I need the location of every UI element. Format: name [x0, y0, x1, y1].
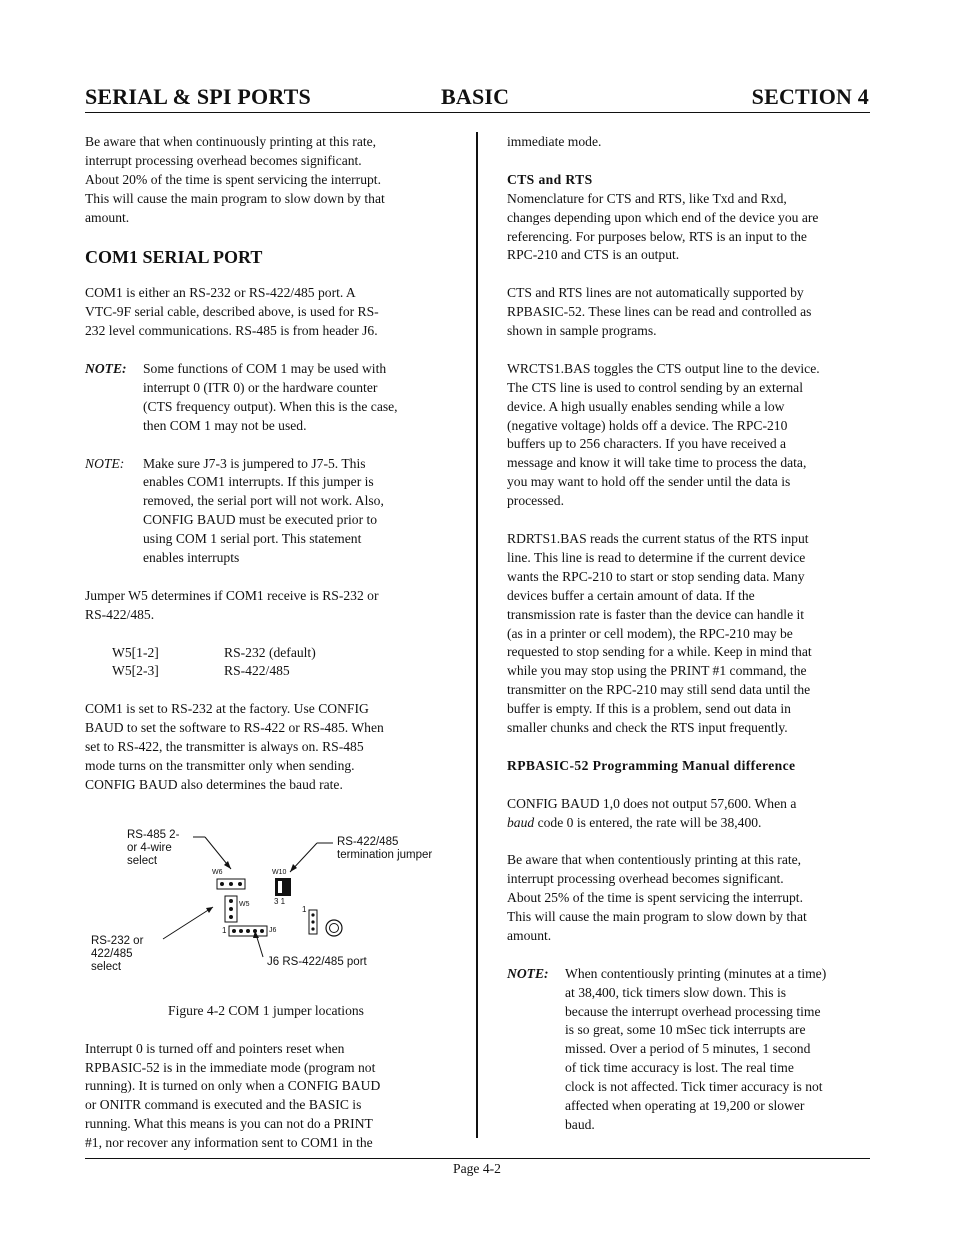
- cts-rts-heading: CTS and RTS: [507, 171, 593, 187]
- pin: [311, 913, 314, 916]
- text-line: referencing. For purposes below, RTS is an input to the: [507, 228, 807, 244]
- pin: [239, 929, 243, 933]
- text-line: CONFIG BAUD must be executed prior to: [143, 512, 378, 528]
- text-line: baud.: [565, 1117, 595, 1132]
- manual-difference-heading-block: [507, 757, 873, 776]
- pin: [229, 915, 233, 919]
- text-line: or 4-wire: [127, 841, 172, 854]
- w6-tag: W6: [212, 868, 223, 876]
- pin: [311, 927, 314, 930]
- text-line: RDRTS1.BAS reads the current status of the RTS input: [507, 530, 809, 546]
- text-line: COM1 is either an RS-232 or RS-422/485 port. A: [85, 285, 356, 301]
- pin: [246, 929, 250, 933]
- table-row: [112, 644, 316, 663]
- cts-rts-section: [507, 171, 873, 266]
- leader-line: [163, 907, 213, 939]
- text-line: at 38,400, tick timers slow down. This is: [565, 984, 787, 1000]
- text-line: Make sure J7-3 is jumpered to J7-5. This: [143, 455, 366, 471]
- text-line: termination jumper: [337, 848, 433, 861]
- cts-support-paragraph: [507, 284, 873, 341]
- pin: [278, 881, 282, 893]
- text-line: transmitter on the RPC-210 may still send data until the: [507, 682, 811, 698]
- text-line: Some functions of COM 1 may be used with: [143, 361, 387, 377]
- text-line: shown in sample programs.: [507, 323, 657, 339]
- text-line: changes depending upon which end of the device you are: [507, 209, 819, 225]
- config-baud-paragraph: [507, 795, 873, 833]
- intro-paragraph: [85, 133, 447, 228]
- text-line: device. A high usually enables sending while a low: [507, 398, 785, 414]
- text-line: CONFIG BAUD also determines the baud rate.: [85, 776, 343, 792]
- text-line: amount.: [85, 209, 130, 225]
- text-line: This will cause the main program to slow down by that: [507, 909, 807, 925]
- text-line: WRCTS1.BAS toggles the CTS output line to the device.: [507, 360, 820, 376]
- text-line: Nomenclature for CTS and RTS, like Txd and Rxd,: [507, 190, 787, 206]
- text-line: (as in a printer or cell modem), the RPC-210 may be: [507, 625, 793, 641]
- text-line: COM1 is set to RS-232 at the factory. Use CONFIG: [85, 701, 369, 717]
- text-line: processed.: [507, 493, 564, 509]
- note-body: [143, 360, 447, 436]
- note-j7-jumper: [85, 455, 447, 568]
- w5-tag: W5: [239, 900, 250, 908]
- note-label: NOTE:: [85, 455, 125, 471]
- left-column: [85, 133, 447, 1172]
- text-line: interrupt processing overhead becomes significant.: [85, 152, 362, 168]
- text-line: amount.: [507, 927, 552, 943]
- pin: [220, 882, 224, 886]
- text-line: Jumper W5 determines if COM1 receive is RS-232 or: [85, 587, 379, 603]
- note-body: [565, 965, 873, 1135]
- text-line: RS-232 or: [91, 934, 144, 947]
- w10-tag: W10: [272, 868, 287, 876]
- text-line: Be aware that when contentiously printing at this rate,: [507, 852, 802, 868]
- page-number: Page 4-2: [453, 1161, 501, 1176]
- note-label: NOTE:: [507, 965, 549, 981]
- text-line: mode turns on the transmitter only when sending.: [85, 758, 355, 773]
- jumper-location-figure: [85, 825, 447, 1000]
- rs232-select-label: [91, 935, 143, 974]
- com1-heading: COM1 SERIAL PORT: [85, 247, 263, 268]
- text-line: enables interrupts: [143, 550, 240, 566]
- jumper-position: W5[1-2]: [112, 644, 159, 660]
- text-line: using COM 1 serial port. This statement: [143, 531, 362, 547]
- text-line: devices buffer a certain amount of data. If the: [507, 587, 755, 603]
- pin: [229, 899, 233, 903]
- manual-difference-heading: RPBASIC-52 Programming Manual difference: [507, 757, 796, 773]
- text-line: then COM 1 may not be used.: [143, 417, 307, 433]
- j6-tag: J6: [269, 926, 277, 934]
- termination-jumper-label: [337, 836, 432, 862]
- mounting-hole-inner: [330, 923, 339, 932]
- rs485-select-label: [127, 829, 179, 868]
- text-line: interrupt 0 (ITR 0) or the hardware counter: [143, 379, 378, 395]
- continuation-text: [507, 133, 873, 152]
- text-line: immediate mode.: [507, 134, 602, 149]
- text-line: running. What this means is you can not do a PRINT: [85, 1116, 373, 1132]
- pin-one-tag: 1: [222, 925, 227, 935]
- w10-pin-tag: 3 1: [274, 896, 286, 906]
- com1-intro-paragraph: [85, 284, 447, 341]
- text-line: RS-422/485: [337, 835, 399, 848]
- text-line: This will cause the main program to slow down by that: [85, 190, 385, 206]
- text-line: select: [91, 960, 122, 973]
- text-line: buffers up to 256 characters. If you have received a: [507, 436, 787, 452]
- arrow-head: [206, 907, 213, 913]
- text-line: buffer is empty. If this is a problem, send out data in: [507, 701, 791, 717]
- pin: [229, 882, 233, 886]
- pin: [253, 929, 257, 933]
- text-line: affected when operating at 19,200 or slower: [565, 1098, 805, 1114]
- text-line: RPBASIC-52 is in the immediate mode (program not: [85, 1059, 376, 1075]
- figure-caption: Figure 4-2 COM 1 jumper locations: [168, 1002, 364, 1018]
- pin-one-tag: 1: [302, 904, 307, 914]
- text-line: Interrupt 0 is turned off and pointers reset when: [85, 1040, 345, 1056]
- text-line: VTC-9F serial cable, described above, is used for RS-: [85, 304, 379, 320]
- footer-rule: [85, 1158, 870, 1159]
- text-line: message and know it will take time to process the data,: [507, 455, 807, 471]
- header-center-title: BASIC: [441, 84, 510, 109]
- pin: [311, 920, 314, 923]
- mounting-hole: [326, 920, 342, 936]
- text-line: because the interrupt overhead processing time: [565, 1003, 821, 1019]
- text-line: is so great, some 10 mSec tick interrupts are: [565, 1022, 806, 1038]
- text-line: CONFIG BAUD 1,0 does not output 57,600. When a: [507, 795, 797, 811]
- header-rule: [85, 112, 870, 113]
- text-run: code 0 is entered, the rate will be 38,400.: [534, 814, 762, 830]
- text-line: 422/485: [91, 947, 133, 960]
- right-column: [507, 133, 873, 1154]
- wrcts-paragraph: [507, 360, 873, 511]
- text-line: 232 level communications. RS-485 is from header J6.: [85, 323, 378, 339]
- text-line: interrupt processing overhead becomes significant.: [507, 871, 784, 887]
- text-line: while you may stop using the PRINT #1 command, the: [507, 663, 807, 679]
- text-line: BAUD to set the software to RS-422 or RS-485. When: [85, 720, 384, 736]
- pin: [260, 929, 264, 933]
- note-itr0: [85, 360, 447, 436]
- w10-header: [275, 878, 291, 896]
- text-line: CTS and RTS lines are not automatically supported by: [507, 285, 804, 301]
- pin: [238, 882, 242, 886]
- header-section-title: SERIAL & SPI PORTS: [85, 84, 311, 109]
- text-line: About 20% of the time is spent servicing the interrupt.: [85, 171, 381, 187]
- text-line: RPBASIC-52. These lines can be read and controlled as: [507, 304, 812, 320]
- text-line: (negative voltage) holds off a device. The RPC-210: [507, 417, 788, 433]
- jumper-table: [112, 644, 316, 682]
- jumper-position: W5[2-3]: [112, 663, 159, 679]
- text-line: When contentiously printing (minutes at a time): [565, 965, 827, 981]
- text-line: RPC-210 and CTS is an output.: [507, 247, 680, 263]
- text-line: RS-485 2-: [127, 828, 180, 841]
- w5-paragraph: [85, 587, 447, 625]
- text-line: set to RS-422, the transmitter is always on. RS-485: [85, 739, 364, 755]
- text-line: running). It is turned on only when a CONFIG BAUD: [85, 1078, 381, 1094]
- text-line: wants the RPC-210 to start or stop sending data. Many: [507, 568, 805, 584]
- text-line: transmission rate is faster than the device can handle it: [507, 606, 805, 622]
- text-line: About 25% of the time is spent servicing the interrupt.: [507, 890, 803, 906]
- text-line: missed. Over a period of 5 minutes, 1 second: [565, 1041, 811, 1057]
- text-line: requested to stop sending for a while. Keep in mind that: [507, 644, 812, 660]
- text-line: select: [127, 854, 158, 867]
- header-section-number: SECTION 4: [751, 84, 869, 109]
- text-line: line. This line is read to determine if the current device: [507, 549, 806, 565]
- note-tick-timers: [507, 965, 873, 1135]
- text-line: #1, nor recover any information sent to COM1 in the: [85, 1135, 373, 1151]
- jumper-mode: RS-422/485: [224, 663, 290, 679]
- text-line: Be aware that when continuously printing at this rate,: [85, 134, 377, 149]
- text-line: you may want to hold off the sender until the data is: [507, 474, 791, 490]
- text-line: removed, the serial port will not work. Also,: [143, 493, 384, 509]
- text-line: (CTS frequency output). When this is the case,: [143, 398, 398, 414]
- note-label: NOTE:: [85, 361, 127, 377]
- text-line: RS-422/485.: [85, 606, 155, 622]
- text-line: of tick time accuracy is lost. The real time: [565, 1060, 794, 1076]
- pin: [232, 929, 236, 933]
- table-row: [112, 662, 316, 681]
- j6-port-label: J6 RS-422/485 port: [267, 955, 367, 968]
- column-divider: [476, 132, 478, 1138]
- jumper-mode: RS-232 (default): [224, 644, 316, 660]
- aware-paragraph: [507, 851, 873, 946]
- text-line: clock is not affected. Tick timer accuracy is not: [565, 1079, 823, 1095]
- interrupt-paragraph: [85, 1040, 447, 1153]
- baud-term: baud: [507, 814, 535, 830]
- text-line: The CTS line is used to control sending by an external: [507, 379, 803, 395]
- text-line: smaller chunks and check the RTS input frequently.: [507, 720, 788, 736]
- rdrts-paragraph: [507, 530, 873, 738]
- text-line: [507, 814, 873, 833]
- pin: [229, 907, 233, 911]
- factory-paragraph: [85, 700, 447, 795]
- text-line: or ONITR command is executed and the BASIC is: [85, 1097, 362, 1113]
- text-line: enables COM1 interrupts. If this jumper is: [143, 474, 374, 490]
- note-body: [143, 455, 447, 568]
